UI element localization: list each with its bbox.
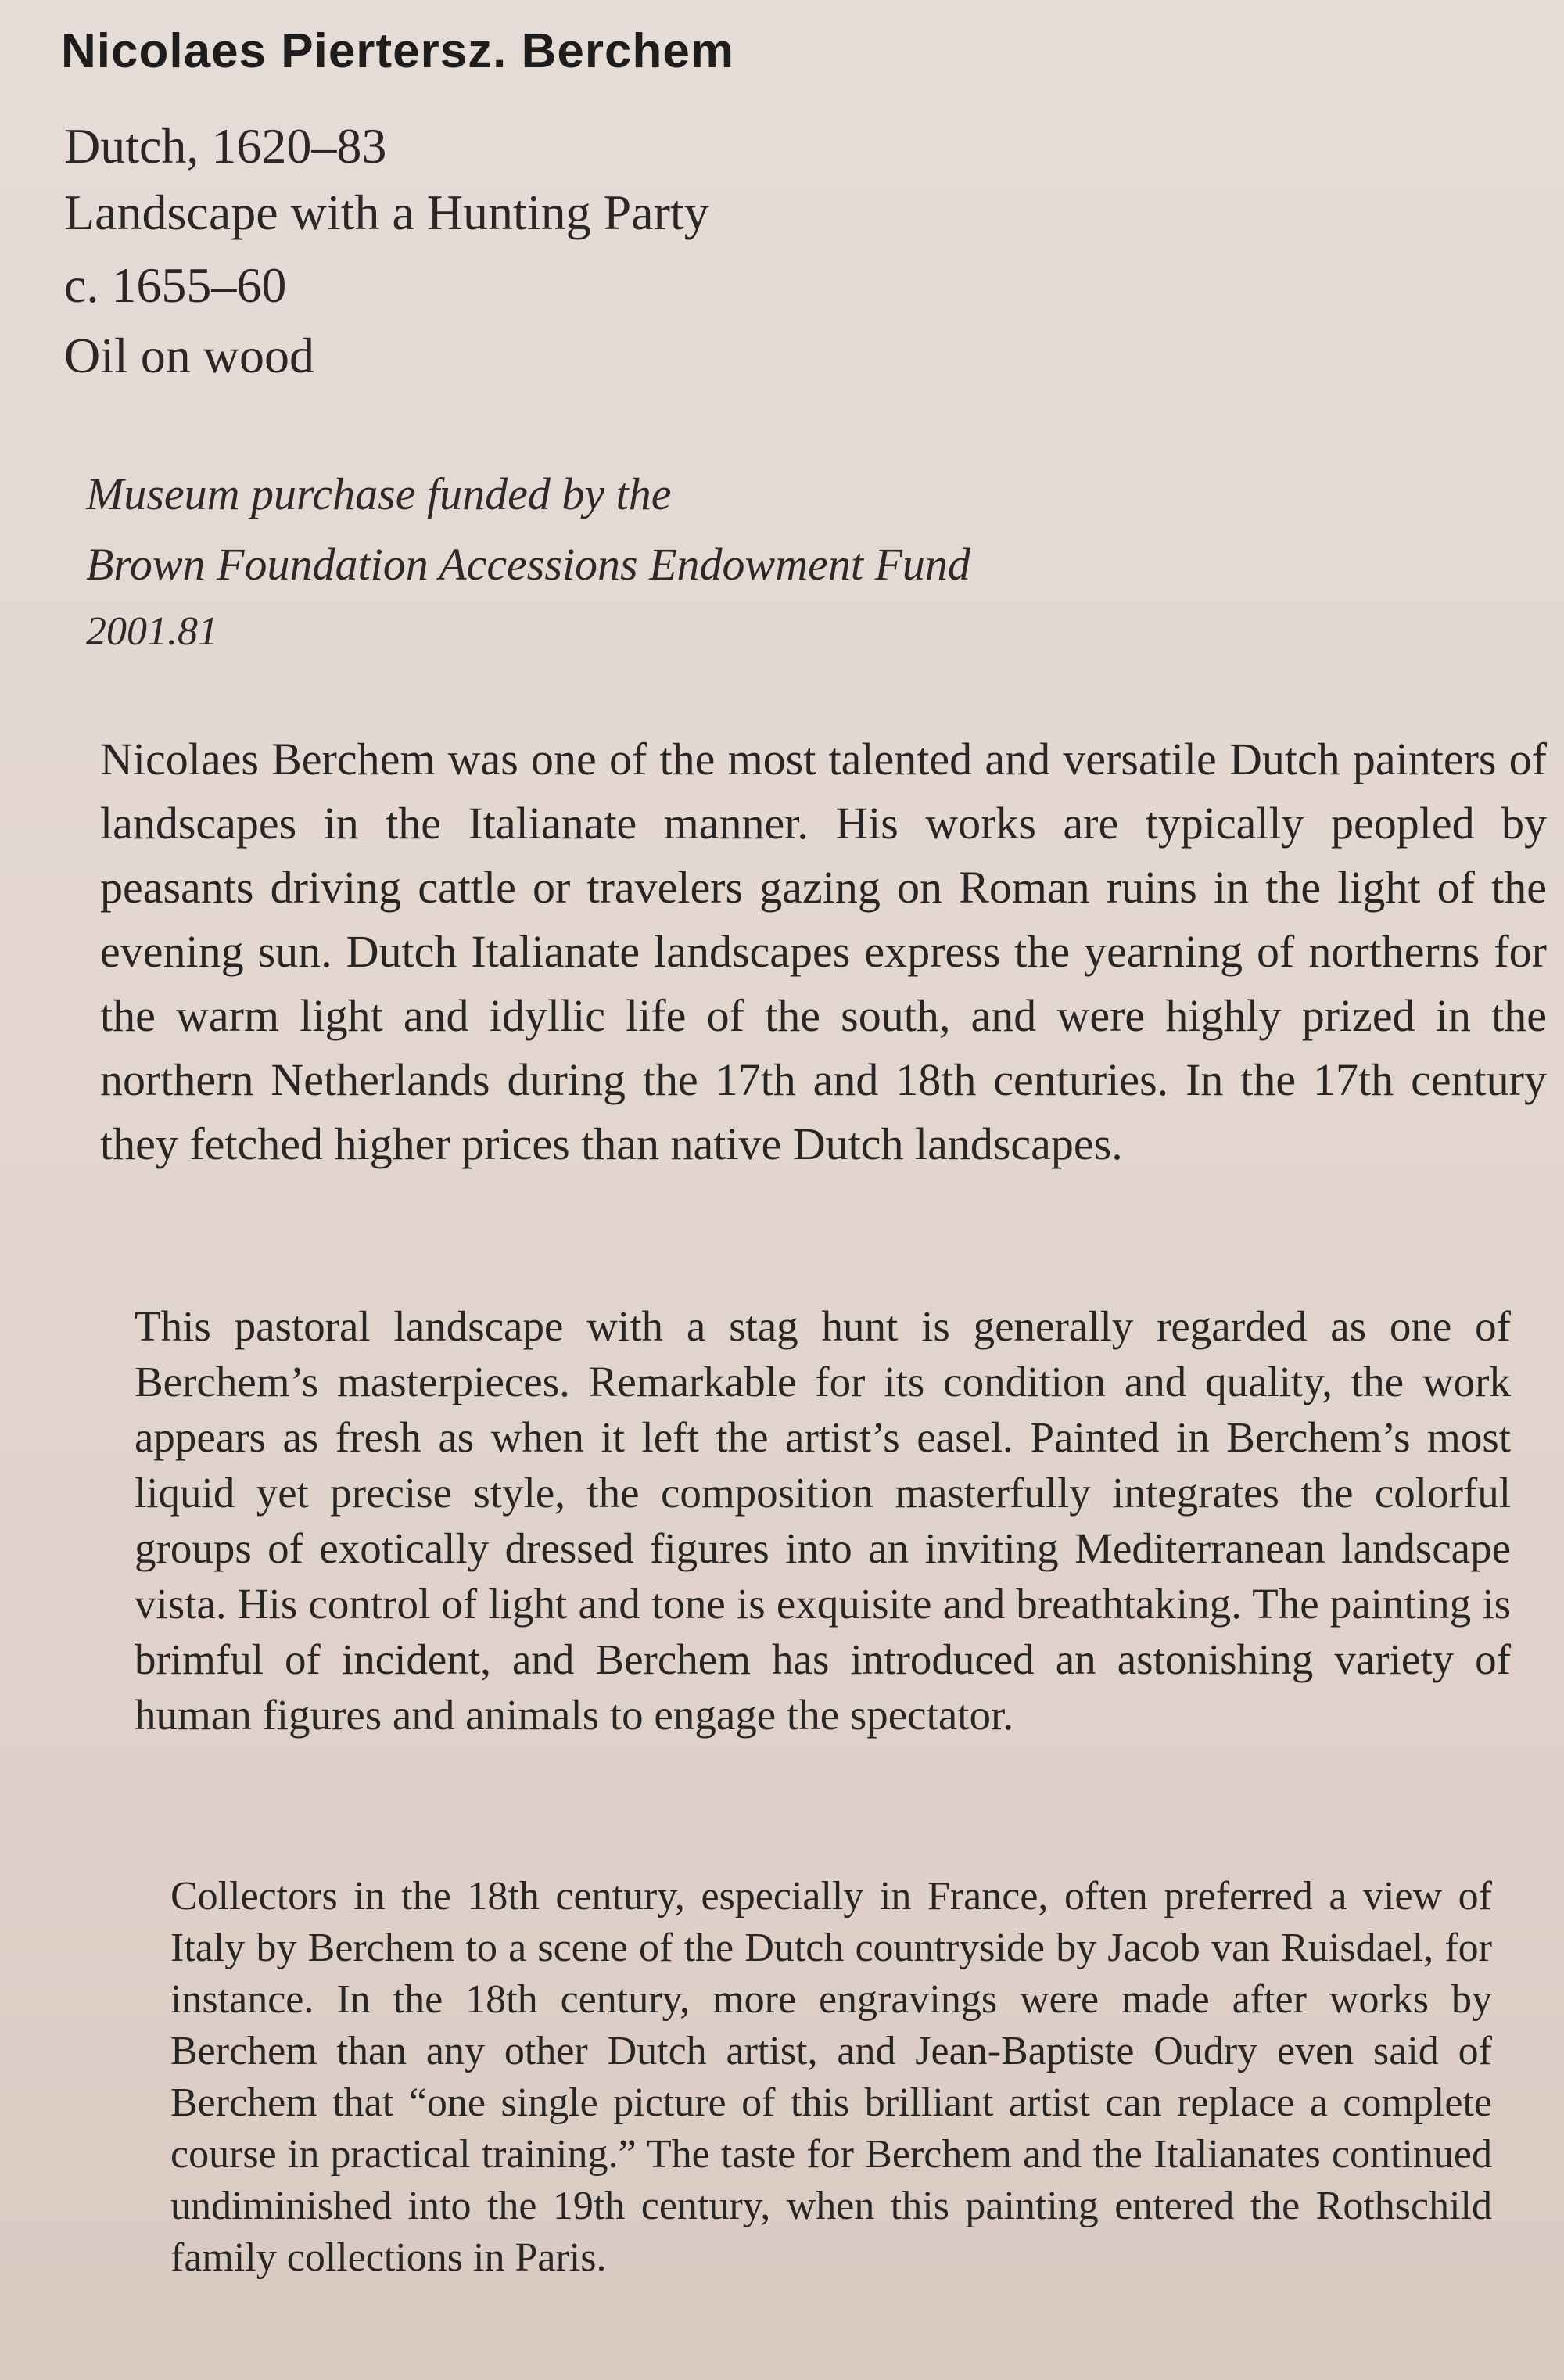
artwork-medium: Oil on wood [64,328,314,383]
artwork-title: Landscape with a Hunting Party [64,185,709,240]
nationality-dates: Dutch, 1620–83 [64,118,387,174]
accession-number: 2001.81 [86,609,218,654]
artist-name: Nicolaes Piertersz. Berchem [61,24,734,78]
description-paragraph-2: This pastoral landscape with a stag hunt is generally regarded as one of Berchem’s masterpieces. Remarkable for its condition and quality, the work appears as fresh as when it left the artist’s easel. Painted in Berchem’s most liquid yet precise style, the composition masterfully integrates the colorful groups of exotically dressed figures into an inviting Mediterranean landscape vista. His control of light and tone is exquisite and breathtaking. The painting is brimful of incident, and Berchem has introduced an astonishing variety of human figures and animals to engage the spectator. [135,1302,1511,1739]
description-paragraph-1: Nicolaes Berchem was one of the most talented and versatile Dutch painters of landscapes in the Italianate manner. His works are typically peopled by peasants driving cattle or travelers gazing on Roman ruins in the light of the evening sun. Dutch Italianate landscapes express the yearning of northerns for the warm light and idyllic life of the south, and were highly prized in the northern Netherlands during the 17th and 18th centuries. In the 17th century they fetched higher prices than native Dutch landscapes. [100,734,1547,1169]
credit-line-2: Brown Foundation Accessions Endowment Fund [86,539,970,590]
description-paragraph-3: Collectors in the 18th century, especially in France, often preferred a view of Italy by Berchem to a scene of the Dutch countryside by Jacob van Ruisdael, for instance. In the 18th century, more engravings were made after works by Berchem than any other Dutch artist, and Jean-Baptiste Oudry even said of Berchem that “one single picture of this brilliant artist can replace a complete course in practical training.” The taste for Berchem and the Italianates continued undiminished into the 19th century, when this painting entered the Rothschild family collections in Paris. [170,1874,1492,2280]
credit-line-1: Museum purchase funded by the [86,468,672,519]
artwork-date: c. 1655–60 [64,257,287,313]
